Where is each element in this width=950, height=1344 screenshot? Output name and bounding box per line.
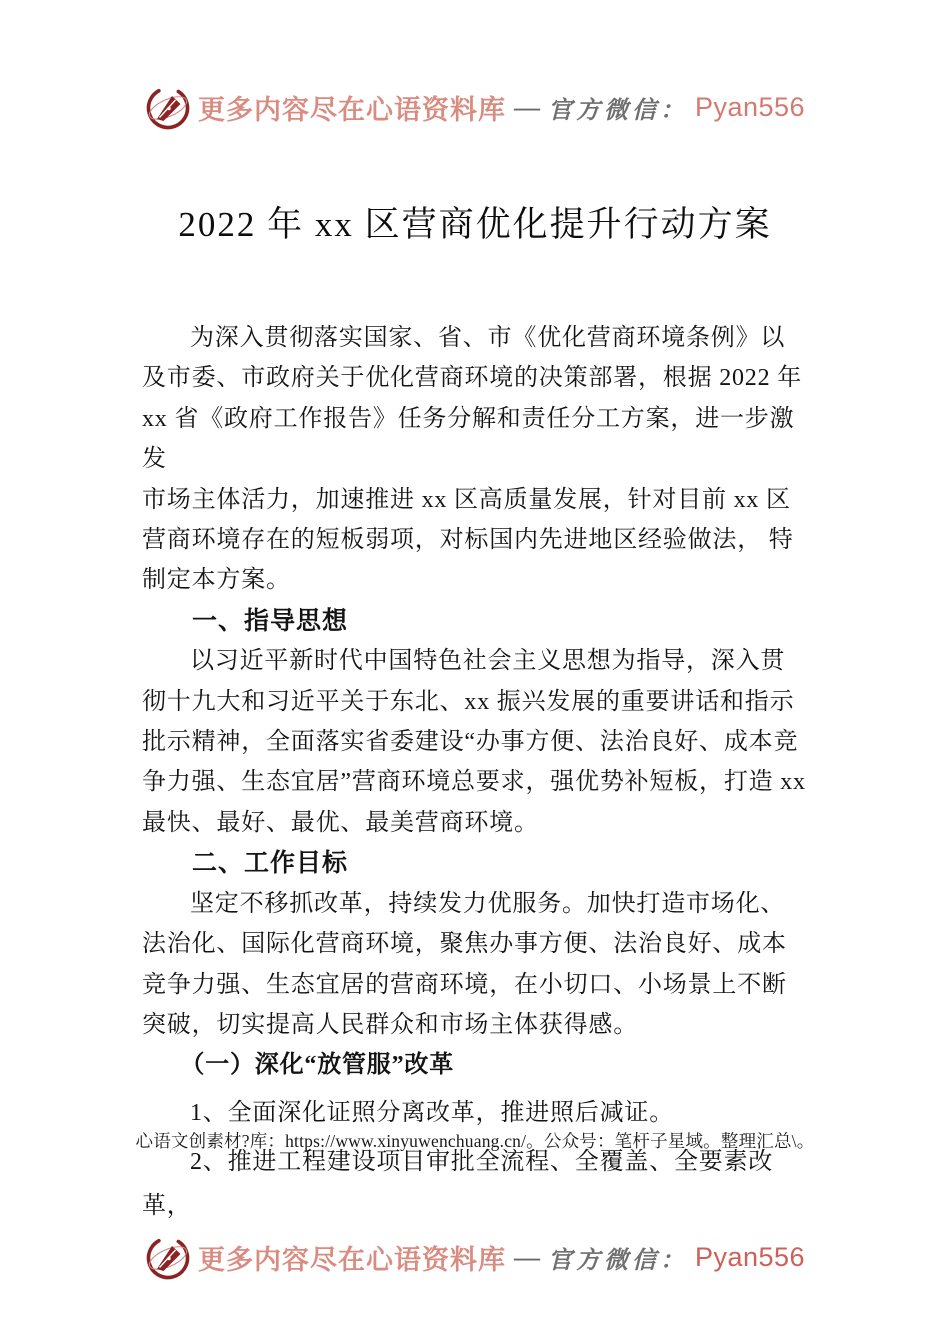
document-title: 2022 年 xx 区营商优化提升行动方案 [178,205,772,244]
wechat-label: 官方微信： [547,98,688,124]
paragraph-line: 竞争力强、生态宜居的营商环境，在小切口、小场景上不断 [142,971,787,998]
list-item-1: 1、全面深化证照分离改革，推进照后减证。 [190,1099,674,1126]
watermark-dash: — [513,1242,540,1272]
pen-nib-logo-icon [145,84,191,131]
paragraph-line: 争力强、生态宜居”营商环境总要求，强优势补短板，打造 xx [142,769,806,796]
paragraph-line: 批示精神，全面落实省委建设“办事方便、法治良好、成本竞 [142,729,799,756]
paragraph-line: xx 省《政府工作报告》任务分解和责任分工方案，进一步激发 [142,405,795,473]
list-item-2: 2、推进工程建设项目审批全流程、全覆盖、全要素改革， [142,1148,774,1219]
watermark-top [0,84,950,131]
watermark-brand-text: 更多内容尽在心语资料库 [197,1245,506,1275]
section-heading-work-goals: 二、工作目标 [192,849,349,878]
paragraph-line: 制定本方案。 [142,567,291,594]
work-goals-paragraph [142,884,818,1046]
intro-paragraph [142,318,818,601]
paragraph-line: 最快、最好、最优、最美营商环境。 [142,809,539,836]
paragraph-line: 彻十九大和习近平关于东北、xx 振兴发展的重要讲话和指示 [142,688,795,715]
paragraph-line: 坚定不移抓改革，持续发力优服务。加快打造市场化、 [190,890,786,917]
section-heading-guiding-ideology: 一、指导思想 [192,606,349,635]
paragraph-line: 为深入贯彻落实国家、省、市《优化营商环境条例》以 [190,325,786,351]
guiding-ideology-paragraph [142,641,818,843]
watermark-dash: — [513,92,540,122]
pen-nib-logo-icon [145,1234,191,1281]
paragraph-line: 突破，切实提高人民群众和市场主体获得感。 [142,1011,638,1038]
watermark-bottom [0,1234,950,1281]
wechat-label: 官方微信： [547,1248,688,1274]
paragraph-line: 市场主体活力，加速推进 xx 区高质量发展，针对目前 xx 区 [142,486,791,513]
footer-attribution: 心语文创素材?库：https://www.xinyuwenchuang.cn/。公众号：笔杆子星域。整理汇总\。 [135,1131,815,1151]
paragraph-line: 及市委、市政府关于优化营商环境的决策部署，根据 2022 年 [142,365,802,392]
sub-heading-reform: （一）深化“放管服”改革 [180,1052,454,1079]
wechat-id: Pyan556 [694,92,806,122]
paragraph-line: 以习近平新时代中国特色社会主义思想为指导，深入贯 [190,648,786,675]
document-body [142,318,818,1228]
wechat-id: Pyan556 [694,1242,806,1272]
watermark-brand-text: 更多内容尽在心语资料库 [197,95,506,125]
paragraph-line: 法治化、国际化营商环境，聚焦办事方便、法治良好、成本 [142,931,787,958]
paragraph-line: 营商环境存在的短板弱项，对标国内先进地区经验做法， 特 [142,527,794,554]
